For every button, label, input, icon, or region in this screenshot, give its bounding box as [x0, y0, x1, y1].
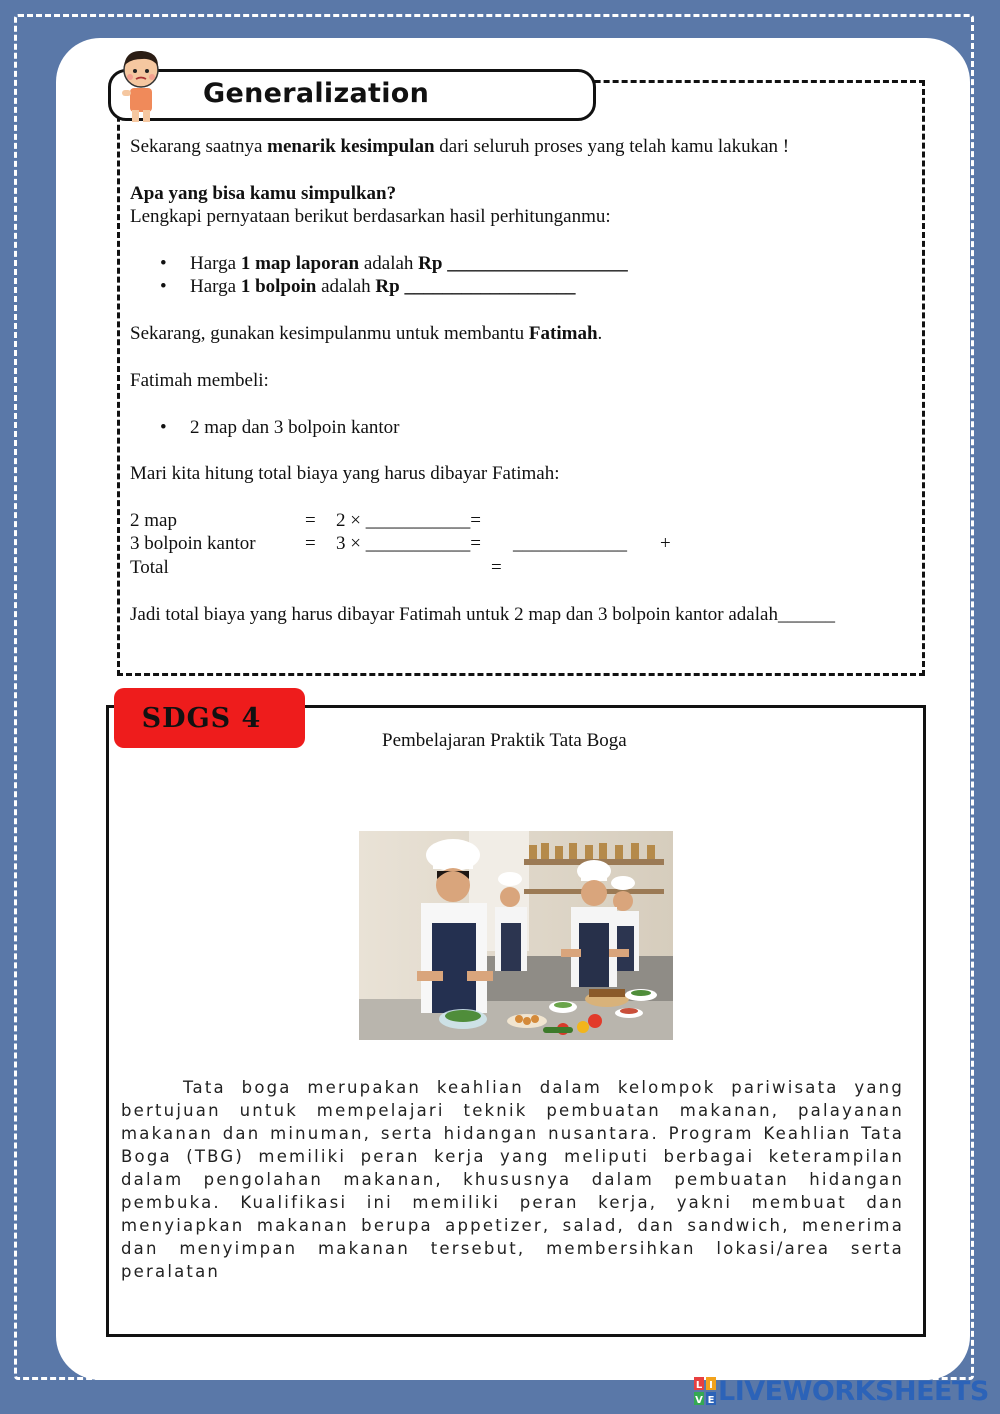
sdgs-badge-label: SDGS 4: [141, 702, 262, 734]
calc-row-label: 3 bolpoin kantor: [130, 533, 256, 554]
calc-row-expression: 2 × ___________=: [336, 510, 481, 531]
bullet-icon: •: [160, 276, 167, 297]
question-heading: Apa yang bisa kamu simpulkan?: [130, 183, 397, 204]
calc-row-result: ____________: [513, 533, 627, 554]
calc-total-equals: =: [491, 557, 502, 578]
culinary-students-photo: [359, 831, 673, 1040]
calc-row-label: 2 map: [130, 510, 177, 531]
sdgs-badge: [114, 688, 305, 748]
bullet-icon: •: [160, 417, 167, 438]
calc-row-label: Total: [130, 557, 169, 578]
bought-item: 2 map dan 3 bolpoin kantor: [190, 417, 400, 438]
liveworksheets-logo-icon: [694, 1377, 716, 1405]
calc-row-equals: =: [305, 510, 316, 531]
intro-text: Sekarang saatnya menarik kesimpulan dari seluruh proses yang telah kamu lakukan !: [130, 136, 790, 157]
sdgs-section-title: Pembelajaran Praktik Tata Boga: [382, 730, 627, 751]
svg-text:V: V: [695, 1395, 703, 1405]
generalization-title: Generalization: [203, 78, 430, 109]
statement-bolpoin-price: Harga 1 bolpoin adalah Rp __________________: [190, 276, 576, 297]
svg-text:E: E: [707, 1395, 715, 1405]
help-fatimah-text: Sekarang, gunakan kesimpulanmu untuk membantu Fatimah.: [130, 323, 603, 344]
calc-plus-sign: +: [660, 533, 671, 554]
bullet-icon: •: [160, 253, 167, 274]
calc-row-expression: 3 × ___________=: [336, 533, 481, 554]
calc-intro-text: Mari kita hitung total biaya yang harus dibayar Fatimah:: [130, 463, 560, 484]
calc-row-equals: =: [305, 533, 316, 554]
liveworksheets-watermark: [694, 1374, 989, 1408]
tata-boga-paragraph: Tata boga merupakan keahlian dalam kelompok pariwisata yang bertujuan untuk mempelajari teknik pembuatan makanan, palayanan makanan dan minuman, serta hidangan nusantara. Program Keahlian Tata Boga (TBG) memiliki peran kerja yang meliputi berbagai keterampilan dalam pengolahan makanan, khususnya dalam pembuatan hidangan pembuka. Kualifikasi ini memiliki peran kerja, yakni membuat dan menyiapkan makanan berupa appetizer, salad, dan sandwich, menerima dan menyimpan makanan tersebut, membersihkan lokasi/area serta peralatan: [121, 1078, 904, 1281]
thinking-kid-illustration: [112, 44, 170, 124]
liveworksheets-text: LIVEWORKSHEETS: [718, 1375, 989, 1407]
conclusion-text: Jadi total biaya yang harus dibayar Fatimah untuk 2 map dan 3 bolpoin kantor adalah______: [130, 604, 835, 625]
statement-map-price: Harga 1 map laporan adalah Rp ___________________: [190, 253, 628, 274]
instruction-text: Lengkapi pernyataan berikut berdasarkan hasil perhitunganmu:: [130, 206, 611, 227]
bought-label: Fatimah membeli:: [130, 370, 269, 391]
svg-text:I: I: [709, 1380, 713, 1391]
svg-text:L: L: [695, 1380, 703, 1391]
